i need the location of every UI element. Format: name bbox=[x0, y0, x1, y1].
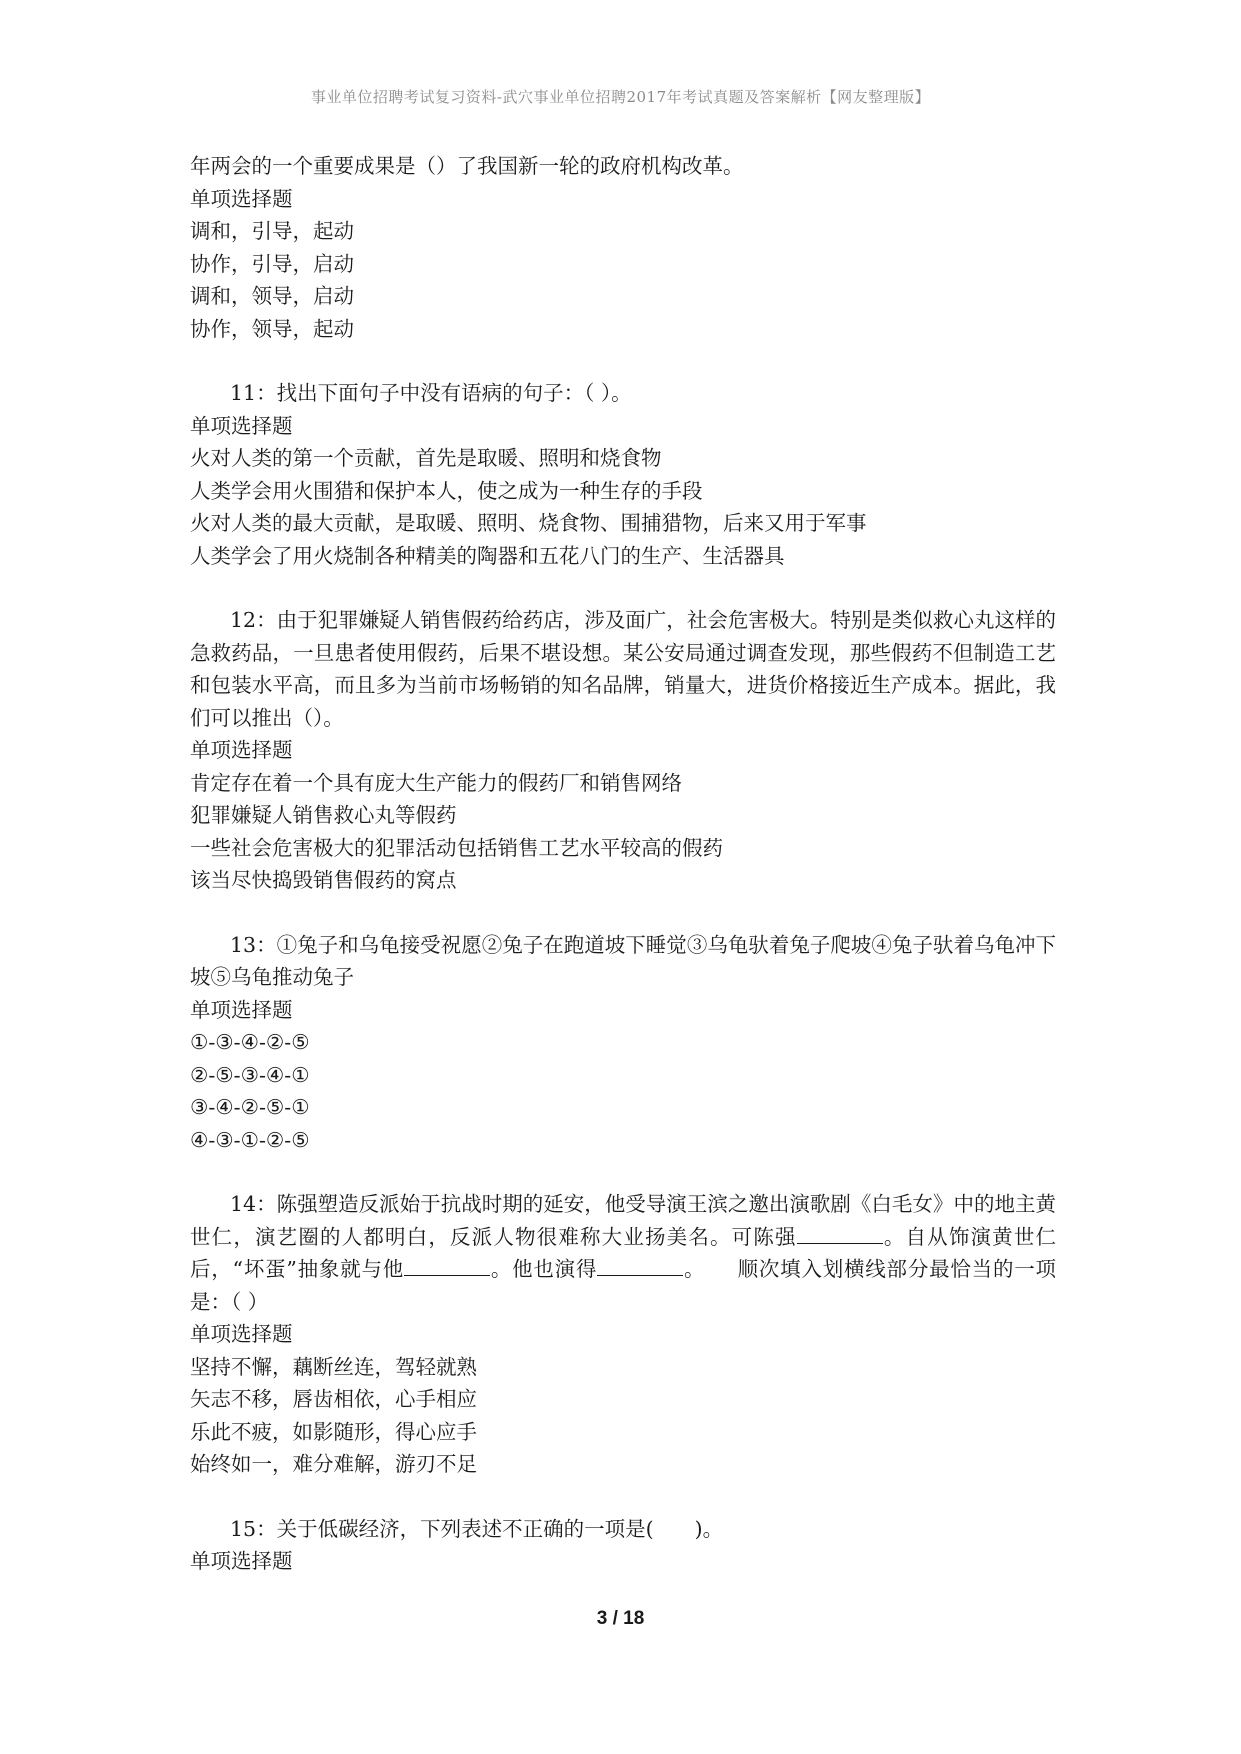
option: 人类学会用火围猎和保护本人，使之成为一种生存的手段 bbox=[190, 478, 703, 503]
question-stem: 11：找出下面句子中没有语病的句子：（ ）。 bbox=[230, 381, 632, 405]
document-body bbox=[190, 150, 1056, 1578]
stem-part: 14：陈强塑造反派始于抗战时期的延安，他受导演王滨之邀出演歌剧《白毛女》中的地主黄世仁，演艺圈的人都明白，反派人物很难称大业扬美名。可陈强 bbox=[190, 1192, 1056, 1249]
option: 调和，引导，起动 bbox=[190, 219, 354, 243]
option: 一些社会危害极大的犯罪活动包括销售工艺水平较高的假药 bbox=[190, 835, 723, 860]
stem-part: 。 顺次填入划横线部分最恰当的一项是：（ ） bbox=[190, 1257, 1057, 1314]
option: 人类学会了用火烧制各种精美的陶器和五花八门的生产、生活器具 bbox=[190, 543, 785, 568]
question-continuation bbox=[190, 150, 1056, 345]
stem-part: 。他也演得 bbox=[490, 1257, 598, 1281]
option: 调和，领导，启动 bbox=[190, 284, 354, 308]
question-stem: 12：由于犯罪嫌疑人销售假药给药店，涉及面广，社会危害极大。特别是类似救心丸这样的急救药品，一旦患者使用假药，后果不堪设想。某公安局通过调查发现，那些假药不但制造工艺和包装水平高，而且多为当前市场畅销的知名品牌，销量大，进货价格接近生产成本。据此，我们可以推出（）。 bbox=[190, 608, 1056, 730]
fill-blank bbox=[597, 1253, 683, 1276]
page-header: 事业单位招聘考试复习资料-武穴事业单位招聘2017年考试真题及答案解析【网友整理版】 bbox=[310, 88, 931, 106]
page-number: 3 / 18 bbox=[596, 1608, 645, 1629]
option: ①-③-④-②-⑤ bbox=[190, 1030, 310, 1054]
question-type: 单项选择题 bbox=[190, 1549, 293, 1573]
question-12 bbox=[190, 604, 1056, 897]
fill-blank bbox=[404, 1253, 490, 1276]
stem-part: 。自从饰演黄世仁后，“坏蛋”抽象就与他 bbox=[190, 1224, 1057, 1281]
option: 犯罪嫌疑人销售救心丸等假药 bbox=[190, 803, 457, 827]
question-type: 单项选择题 bbox=[190, 413, 293, 438]
option: ③-④-②-⑤-① bbox=[190, 1095, 310, 1119]
question-type: 单项选择题 bbox=[190, 738, 293, 762]
option: 火对人类的最大贡献，是取暖、照明、烧食物、围捕猎物，后来又用于军事 bbox=[190, 511, 867, 535]
option: 火对人类的第一个贡献，首先是取暖、照明和烧食物 bbox=[190, 446, 662, 470]
option: 协作，领导，起动 bbox=[190, 316, 354, 341]
option: 乐此不疲，如影随形，得心应手 bbox=[190, 1419, 477, 1444]
question-stem: 15：关于低碳经济，下列表述不正确的一项是( )。 bbox=[230, 1516, 724, 1541]
question-stem: 年两会的一个重要成果是（）了我国新一轮的政府机构改革。 bbox=[190, 154, 744, 178]
fill-blank bbox=[797, 1221, 883, 1244]
option: 矢志不移，唇齿相依，心手相应 bbox=[190, 1387, 477, 1411]
question-type: 单项选择题 bbox=[190, 997, 293, 1022]
question-type: 单项选择题 bbox=[190, 1322, 293, 1346]
question-13 bbox=[190, 929, 1056, 1157]
question-type: 单项选择题 bbox=[190, 186, 293, 211]
question-stem bbox=[190, 1188, 1056, 1318]
option: 该当尽快捣毁销售假药的窝点 bbox=[190, 868, 457, 892]
option: 始终如一，难分难解，游刃不足 bbox=[190, 1452, 477, 1476]
option: 协作，引导，启动 bbox=[190, 251, 354, 276]
option: ④-③-①-②-⑤ bbox=[190, 1127, 310, 1152]
option: 肯定存在着一个具有庞大生产能力的假药厂和销售网络 bbox=[190, 770, 682, 795]
question-15 bbox=[190, 1513, 1056, 1578]
option: ②-⑤-③-④-① bbox=[190, 1062, 310, 1087]
question-11 bbox=[190, 377, 1056, 572]
question-stem: 13：①兔子和乌龟接受祝愿②兔子在跑道坡下睡觉③乌龟驮着兔子爬坡④兔子驮着乌龟冲下坡⑤乌龟推动兔子 bbox=[190, 932, 1056, 989]
question-14 bbox=[190, 1188, 1056, 1481]
option: 坚持不懈，藕断丝连，驾轻就熟 bbox=[190, 1354, 477, 1379]
